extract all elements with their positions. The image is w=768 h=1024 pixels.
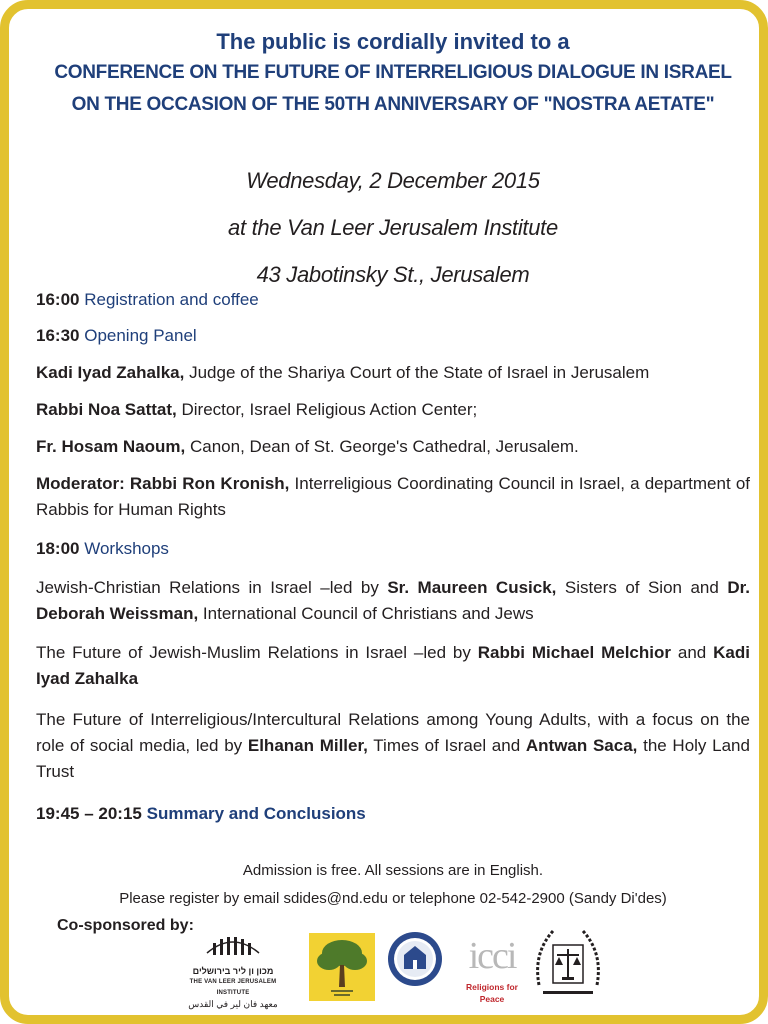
program-title: Workshops [84,539,169,558]
speaker-name: Fr. Hosam Naoum, [36,437,186,456]
speaker-sattat [36,397,750,423]
speaker-desc: Canon, Dean of St. George's Cathedral, Jerusalem. [190,437,579,456]
moderator [36,471,750,523]
workshop-text: The Future of Interreligious/Intercultural Relations among Young Adults, with a focus on the role of social media, led by [36,710,750,755]
van-leer-hebrew: מכון ון ליר בירושלים [192,966,274,976]
program-item-workshops [36,536,750,562]
icci-logo [453,931,531,1005]
event-details [9,157,768,298]
workshop-leader: Antwan Saca, [525,736,638,755]
moderator-name: Moderator: Rabbi Ron Kronish, [36,474,290,493]
program-item-registration [36,287,750,313]
seal-icon [387,931,443,987]
program-time: 19:45 – 20:15 [36,804,142,823]
moderator-desc: Interreligious Coordinating Council in Israel, a department of Rabbis for Human Rights [36,474,750,519]
icci-letters: icci [468,935,516,977]
workshop-text: International Council of Christians and Jews [202,604,534,623]
scales-icon [529,923,607,1005]
registration-note: Please register by email sdides@nd.edu or telephone 02-542-2900 (Sandy Di'des) [119,890,667,907]
workshop-text: and [677,643,707,662]
workshop-jewish-christian [36,575,750,627]
conference-title: CONFERENCE ON THE FUTURE OF INTERRELIGIOUS DIALOGUE IN ISRAEL [54,62,732,83]
columns-icon [203,931,263,957]
workshop-text: Times of Israel and [373,736,521,755]
workshop-leader: Dr. Deborah Weissman, [36,578,750,623]
footer [9,857,768,913]
workshop-text: Sisters of Sion and [564,578,719,597]
program-time: 16:00 [36,290,80,309]
program-title: Registration and coffee [84,290,259,309]
program-title: Opening Panel [84,326,197,345]
cosponsored-label: Co-sponsored by: [57,917,194,934]
workshop-text: The Future of Jewish-Muslim Relations in Israel –led by [36,643,471,662]
program-title: Summary and Conclusions [146,804,366,823]
van-leer-logo [177,931,289,1007]
tantur-seal-logo [387,931,443,987]
van-leer-arabic: معهد فان لير في القدس [188,999,278,1009]
van-leer-english: THE VAN LEER JERUSALEM INSTITUTE [189,979,277,996]
event-venue: at the Van Leer Jerusalem Institute [228,215,558,240]
speaker-name: Kadi Iyad Zahalka, [36,363,185,382]
program-time: 16:30 [36,326,80,345]
workshop-leader: Elhanan Miller, [247,736,368,755]
workshop-jewish-muslim [36,640,750,692]
rabbis-for-human-rights-logo [529,923,607,1005]
speaker-name: Rabbi Noa Sattat, [36,400,177,419]
workshop-text: Jewish-Christian Relations in Israel –led by [36,578,379,597]
speaker-naoum [36,434,750,460]
olive-tree-icon [309,933,375,1001]
event-date: Wednesday, 2 December 2015 [246,168,540,193]
workshop-young-adults [36,707,750,785]
workshop-leader: Sr. Maureen Cusick, [387,578,557,597]
program-item-opening [36,323,750,349]
workshop-leader: Rabbi Michael Melchior [477,643,671,662]
speaker-zahalka [36,360,750,386]
olive-tree-logo [309,933,375,1001]
header [9,27,768,121]
program-time: 18:00 [36,539,80,558]
conference-subtitle: ON THE OCCASION OF THE 50TH ANNIVERSARY OF "NOSTRA AETATE" [71,94,715,115]
workshop-text: the Holy Land Trust [36,736,750,781]
speaker-desc: Judge of the Shariya Court of the State of Israel in Jerusalem [189,363,650,382]
invite-line: The public is cordially invited to a [216,29,570,54]
program-item-summary [36,801,750,827]
speaker-desc: Director, Israel Religious Action Center; [181,400,478,419]
admission-note: Admission is free. All sessions are in English. [242,862,544,879]
event-address: 43 Jabotinsky St., Jerusalem [256,262,530,287]
icci-tagline: Religions for Peace [466,982,518,1004]
workshop-leader: Kadi Iyad Zahalka [36,643,750,688]
